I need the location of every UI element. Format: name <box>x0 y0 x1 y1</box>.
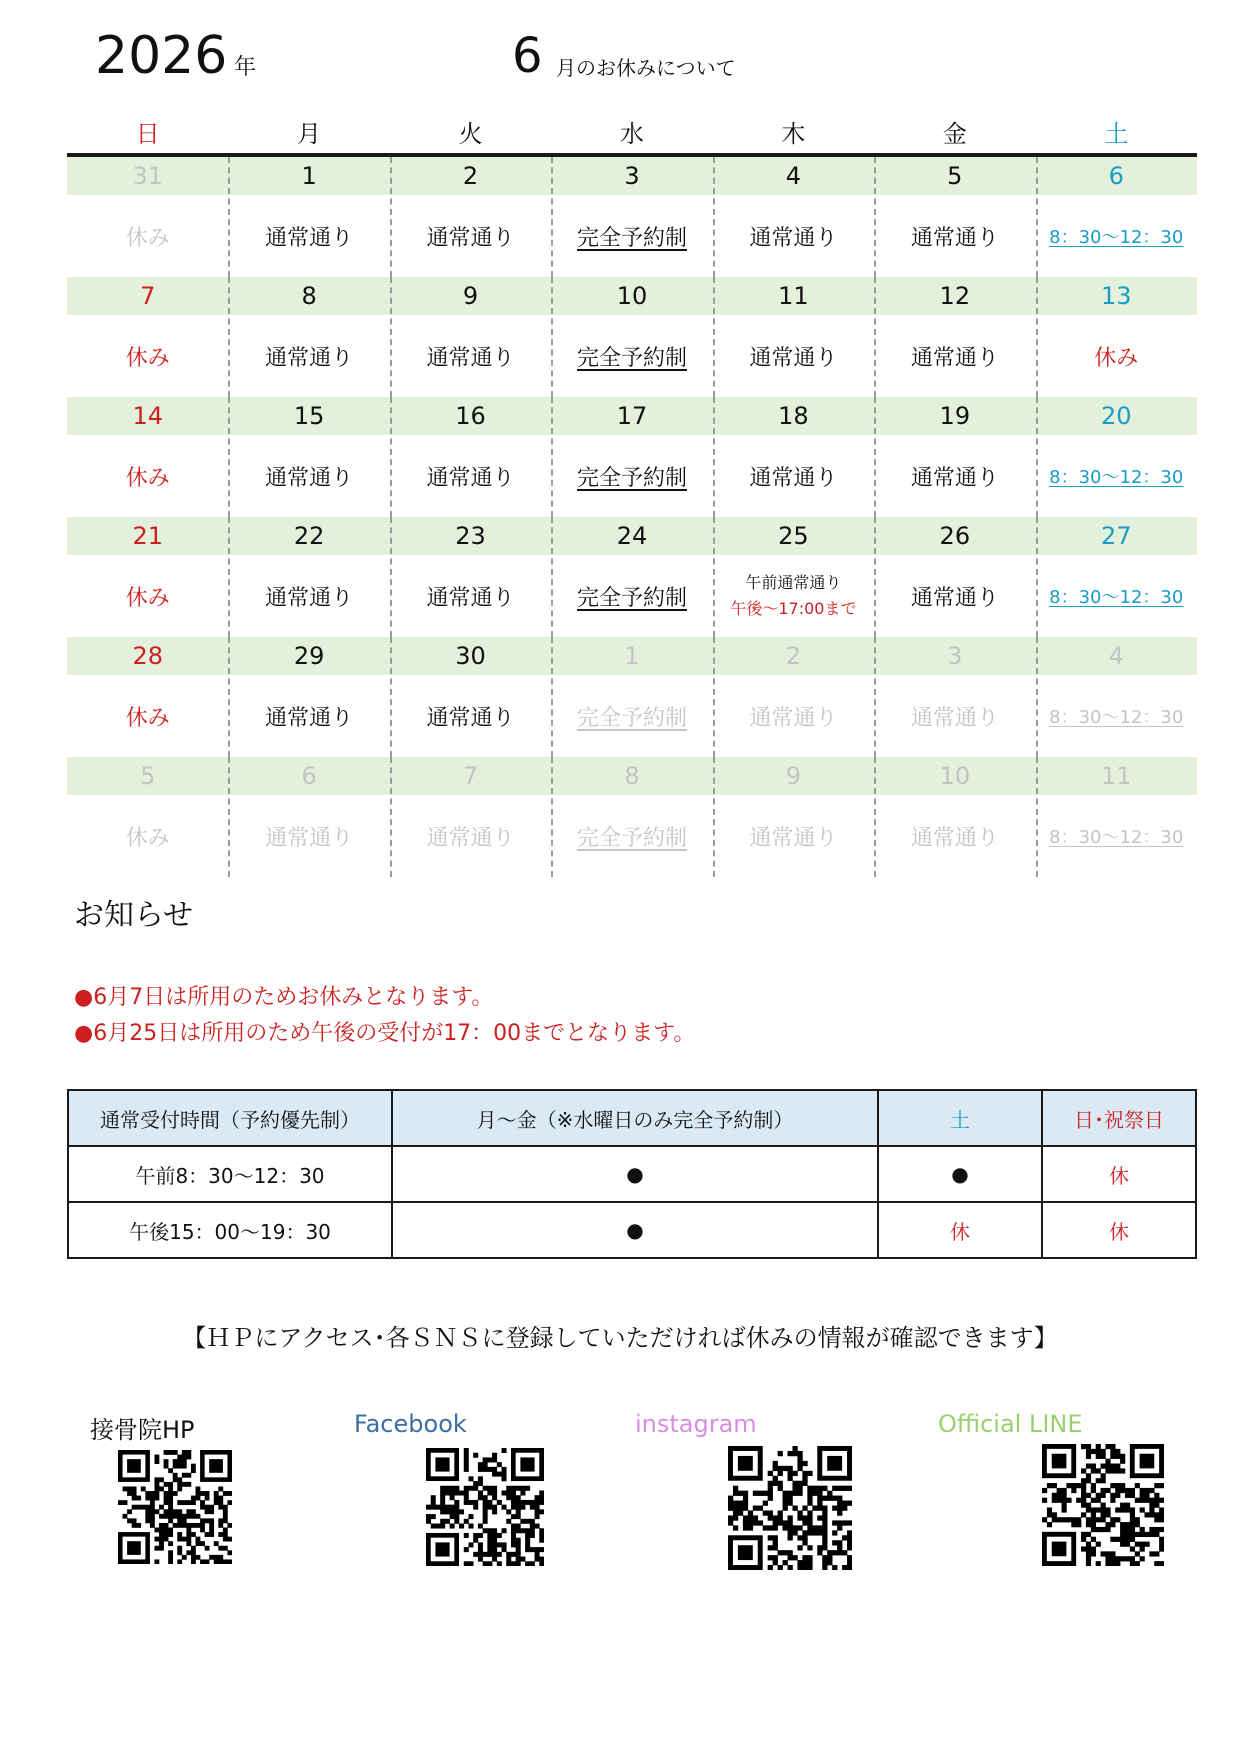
day-status-text: 通常通り <box>749 465 838 491</box>
date-number: 13 <box>1100 282 1132 310</box>
day-status-text: 通常通り <box>426 345 515 371</box>
day-status <box>1036 195 1197 277</box>
hours-table <box>67 1089 1197 1259</box>
day-status <box>1036 435 1197 517</box>
day-status-line: 午後～17:00まで <box>730 599 857 618</box>
notice-item: ●6月25日は所用のため午後の受付が17：00までとなります。 <box>74 1021 696 1046</box>
day-status-text: 通常通り <box>910 825 999 851</box>
date-row <box>67 757 1197 795</box>
weekday-header <box>67 115 1197 157</box>
day-status-text: 通常通り <box>910 585 999 611</box>
column-divider <box>874 157 876 277</box>
day-status-text: 通常通り <box>265 345 354 371</box>
qr-label-line: Official LINE <box>938 1410 1083 1438</box>
day-status <box>67 195 228 277</box>
date-number: 29 <box>293 642 325 670</box>
column-divider <box>390 157 392 277</box>
day-status <box>874 555 1035 637</box>
hours-header-cell: 月～金（※水曜日のみ完全予約制） <box>392 1090 878 1146</box>
day-status <box>551 435 712 517</box>
day-status <box>228 195 389 277</box>
day-status-text: 8：30～12：30 <box>1049 467 1184 488</box>
day-status-text: 通常通り <box>426 585 515 611</box>
day-status-text: 通常通り <box>426 225 515 251</box>
day-status <box>390 555 551 637</box>
date-number: 7 <box>140 282 156 310</box>
column-divider <box>390 637 392 757</box>
hours-row <box>68 1146 1196 1202</box>
day-status <box>713 435 874 517</box>
date-number: 11 <box>1100 762 1132 790</box>
date-number: 14 <box>132 402 163 430</box>
day-status <box>551 315 712 397</box>
calendar-week <box>67 757 1197 877</box>
column-divider <box>713 757 715 877</box>
status-row <box>67 555 1197 637</box>
sns-note: 【ＨＰにアクセス･各ＳＮＳに登録していただければ休みの情報が確認できます】 <box>182 1324 1058 1352</box>
column-divider <box>228 397 230 517</box>
column-divider <box>551 637 553 757</box>
date-number: 22 <box>293 522 325 550</box>
calendar-week <box>67 517 1197 637</box>
date-number: 8 <box>624 762 640 790</box>
day-status <box>390 195 551 277</box>
qr-label-hp: 接骨院HP <box>90 1416 195 1444</box>
day-status <box>1036 315 1197 397</box>
day-status <box>713 555 874 637</box>
hours-cell: 休 <box>878 1202 1042 1258</box>
year-number: 2026 <box>95 26 228 86</box>
date-number: 24 <box>616 522 648 550</box>
day-status <box>874 435 1035 517</box>
column-divider <box>551 277 553 397</box>
date-number: 9 <box>462 282 479 310</box>
day-status <box>67 675 228 757</box>
day-status <box>228 795 389 877</box>
day-status <box>67 555 228 637</box>
date-number: 7 <box>462 762 479 790</box>
column-divider <box>1036 397 1038 517</box>
column-divider <box>551 157 553 277</box>
date-number: 9 <box>785 762 802 790</box>
column-divider <box>551 757 553 877</box>
notice-title: お知らせ <box>74 898 194 933</box>
column-divider <box>1036 157 1038 277</box>
column-divider <box>390 277 392 397</box>
day-status <box>551 555 712 637</box>
day-status-text: 通常通り <box>910 705 999 731</box>
day-status <box>1036 795 1197 877</box>
column-divider <box>551 397 553 517</box>
hours-cell: 午後15：00～19：30 <box>68 1202 392 1258</box>
hours-cell: 午前8：30～12：30 <box>68 1146 392 1202</box>
notice-item: ●6月7日は所用のためお休みとなります。 <box>74 985 494 1010</box>
day-status-text: 完全予約制 <box>576 465 687 491</box>
month-title: 月のお休みについて <box>556 56 736 80</box>
date-number: 17 <box>616 402 648 430</box>
column-divider <box>1036 517 1038 637</box>
calendar <box>67 115 1197 877</box>
date-number: 4 <box>785 162 802 190</box>
date-number: 6 <box>1108 162 1124 190</box>
hours-header-row <box>68 1090 1196 1146</box>
day-status-text: 休み <box>125 705 170 731</box>
column-divider <box>390 397 392 517</box>
day-status <box>713 675 874 757</box>
day-status <box>713 195 874 277</box>
status-row <box>67 795 1197 877</box>
calendar-week <box>67 277 1197 397</box>
weekday-sat: 土 <box>1104 120 1129 148</box>
date-number: 4 <box>1108 642 1124 670</box>
column-divider <box>228 277 230 397</box>
status-row <box>67 675 1197 757</box>
day-status <box>228 315 389 397</box>
column-divider <box>228 637 230 757</box>
date-number: 25 <box>778 522 809 550</box>
column-divider <box>1036 757 1038 877</box>
day-status <box>390 795 551 877</box>
date-number: 11 <box>778 282 809 310</box>
column-divider <box>551 517 553 637</box>
date-number: 18 <box>778 402 809 430</box>
day-status <box>228 675 389 757</box>
day-status-text: 完全予約制 <box>576 345 687 371</box>
date-number: 3 <box>624 162 640 190</box>
date-number: 20 <box>1100 402 1132 430</box>
day-status <box>551 675 712 757</box>
date-number: 26 <box>939 522 971 550</box>
column-divider <box>713 637 715 757</box>
day-status <box>551 195 712 277</box>
day-status <box>713 795 874 877</box>
day-status-text: 休み <box>125 585 170 611</box>
date-number: 8 <box>301 282 317 310</box>
column-divider <box>874 637 876 757</box>
day-status <box>390 675 551 757</box>
column-divider <box>713 157 715 277</box>
day-status <box>228 435 389 517</box>
calendar-week <box>67 157 1197 277</box>
day-status <box>67 435 228 517</box>
day-status-text: 完全予約制 <box>576 585 687 611</box>
date-number: 5 <box>140 762 156 790</box>
qr-code-instagram[interactable] <box>728 1446 852 1570</box>
calendar-week <box>67 397 1197 517</box>
day-status-text: 通常通り <box>749 225 838 251</box>
date-number: 28 <box>132 642 163 670</box>
weekday-sun: 日 <box>135 120 160 148</box>
day-status <box>67 795 228 877</box>
day-status-text: 休み <box>125 825 170 851</box>
day-status-text: 通常通り <box>265 465 354 491</box>
status-row <box>67 435 1197 517</box>
date-row <box>67 277 1197 315</box>
day-status-text: 完全予約制 <box>576 825 687 851</box>
date-number: 21 <box>132 522 163 550</box>
day-status <box>1036 555 1197 637</box>
status-row <box>67 195 1197 277</box>
day-status-text: 通常通り <box>265 705 354 731</box>
date-row <box>67 157 1197 195</box>
day-status-text: 休み <box>125 345 170 371</box>
day-status-text: 8：30～12：30 <box>1049 227 1184 248</box>
hours-header-cell: 土 <box>878 1090 1042 1146</box>
column-divider <box>228 757 230 877</box>
day-status-text: 8：30～12：30 <box>1049 827 1184 848</box>
qr-code-facebook[interactable] <box>426 1448 544 1566</box>
date-number: 3 <box>947 642 963 670</box>
date-number: 6 <box>301 762 317 790</box>
day-status-text: 休み <box>125 465 170 491</box>
day-status-text: 8：30～12：30 <box>1049 587 1184 608</box>
hours-cell: ● <box>392 1202 878 1258</box>
day-status-text: 通常通り <box>265 825 354 851</box>
date-number: 23 <box>455 522 486 550</box>
weekday-fri: 金 <box>942 120 967 148</box>
qr-label-instagram: instagram <box>635 1410 757 1438</box>
date-row <box>67 397 1197 435</box>
day-status <box>874 795 1035 877</box>
column-divider <box>1036 637 1038 757</box>
day-status-text: 通常通り <box>910 225 999 251</box>
day-status-text: 通常通り <box>749 345 838 371</box>
day-status-text: 休み <box>125 225 170 251</box>
year-unit: 年 <box>234 55 257 80</box>
day-status-text: 通常通り <box>749 705 838 731</box>
day-status <box>1036 675 1197 757</box>
day-status-text: 通常通り <box>426 465 515 491</box>
calendar-week <box>67 637 1197 757</box>
column-divider <box>713 397 715 517</box>
hours-cell: ● <box>392 1146 878 1202</box>
date-number: 30 <box>455 642 486 670</box>
day-status-text: 8：30～12：30 <box>1049 707 1184 728</box>
date-number: 1 <box>624 642 640 670</box>
hours-cell: ● <box>878 1146 1042 1202</box>
date-number: 27 <box>1100 522 1132 550</box>
hours-cell: 休 <box>1042 1146 1196 1202</box>
day-status <box>390 435 551 517</box>
date-number: 1 <box>301 162 317 190</box>
date-number: 12 <box>939 282 971 310</box>
day-status <box>874 315 1035 397</box>
column-divider <box>874 397 876 517</box>
weekday-tue: 火 <box>458 120 483 148</box>
hours-header-cell: 日･祝祭日 <box>1042 1090 1196 1146</box>
month-number: 6 <box>512 28 543 84</box>
column-divider <box>1036 277 1038 397</box>
column-divider <box>713 517 715 637</box>
weekday-thu: 木 <box>781 120 806 148</box>
day-status-text: 完全予約制 <box>576 225 687 251</box>
column-divider <box>874 757 876 877</box>
day-status <box>713 315 874 397</box>
day-status-text: 休み <box>1094 345 1139 371</box>
day-status <box>874 195 1035 277</box>
date-row <box>67 517 1197 555</box>
hours-cell: 休 <box>1042 1202 1196 1258</box>
column-divider <box>874 517 876 637</box>
date-number: 5 <box>947 162 963 190</box>
day-status <box>390 315 551 397</box>
date-number: 15 <box>293 402 325 430</box>
column-divider <box>228 517 230 637</box>
hours-row <box>68 1202 1196 1258</box>
day-status-text: 完全予約制 <box>576 705 687 731</box>
date-number: 10 <box>616 282 648 310</box>
weekday-mon: 月 <box>297 120 322 148</box>
date-number: 10 <box>939 762 971 790</box>
date-number: 19 <box>939 402 971 430</box>
qr-code-hp[interactable] <box>118 1450 232 1564</box>
date-number: 31 <box>132 162 163 190</box>
column-divider <box>390 517 392 637</box>
day-status-line: 午前通常通り <box>745 573 842 592</box>
column-divider <box>713 277 715 397</box>
day-status-text: 通常通り <box>910 465 999 491</box>
status-row <box>67 315 1197 397</box>
date-number: 16 <box>455 402 486 430</box>
day-status <box>67 315 228 397</box>
date-number: 2 <box>462 162 479 190</box>
day-status-text: 通常通り <box>265 225 354 251</box>
column-divider <box>874 277 876 397</box>
day-status-text: 通常通り <box>749 825 838 851</box>
day-status-text: 通常通り <box>265 585 354 611</box>
day-status-text: 通常通り <box>426 825 515 851</box>
column-divider <box>390 757 392 877</box>
qr-label-facebook: Facebook <box>354 1410 467 1438</box>
day-status-text: 通常通り <box>910 345 999 371</box>
day-status <box>551 795 712 877</box>
day-status <box>874 675 1035 757</box>
day-status-text: 通常通り <box>426 705 515 731</box>
weekday-wed: 水 <box>619 120 644 148</box>
column-divider <box>228 157 230 277</box>
day-status <box>228 555 389 637</box>
qr-code-line[interactable] <box>1042 1444 1164 1566</box>
date-row <box>67 637 1197 675</box>
date-number: 2 <box>785 642 802 670</box>
hours-header-cell: 通常受付時間（予約優先制） <box>68 1090 392 1146</box>
